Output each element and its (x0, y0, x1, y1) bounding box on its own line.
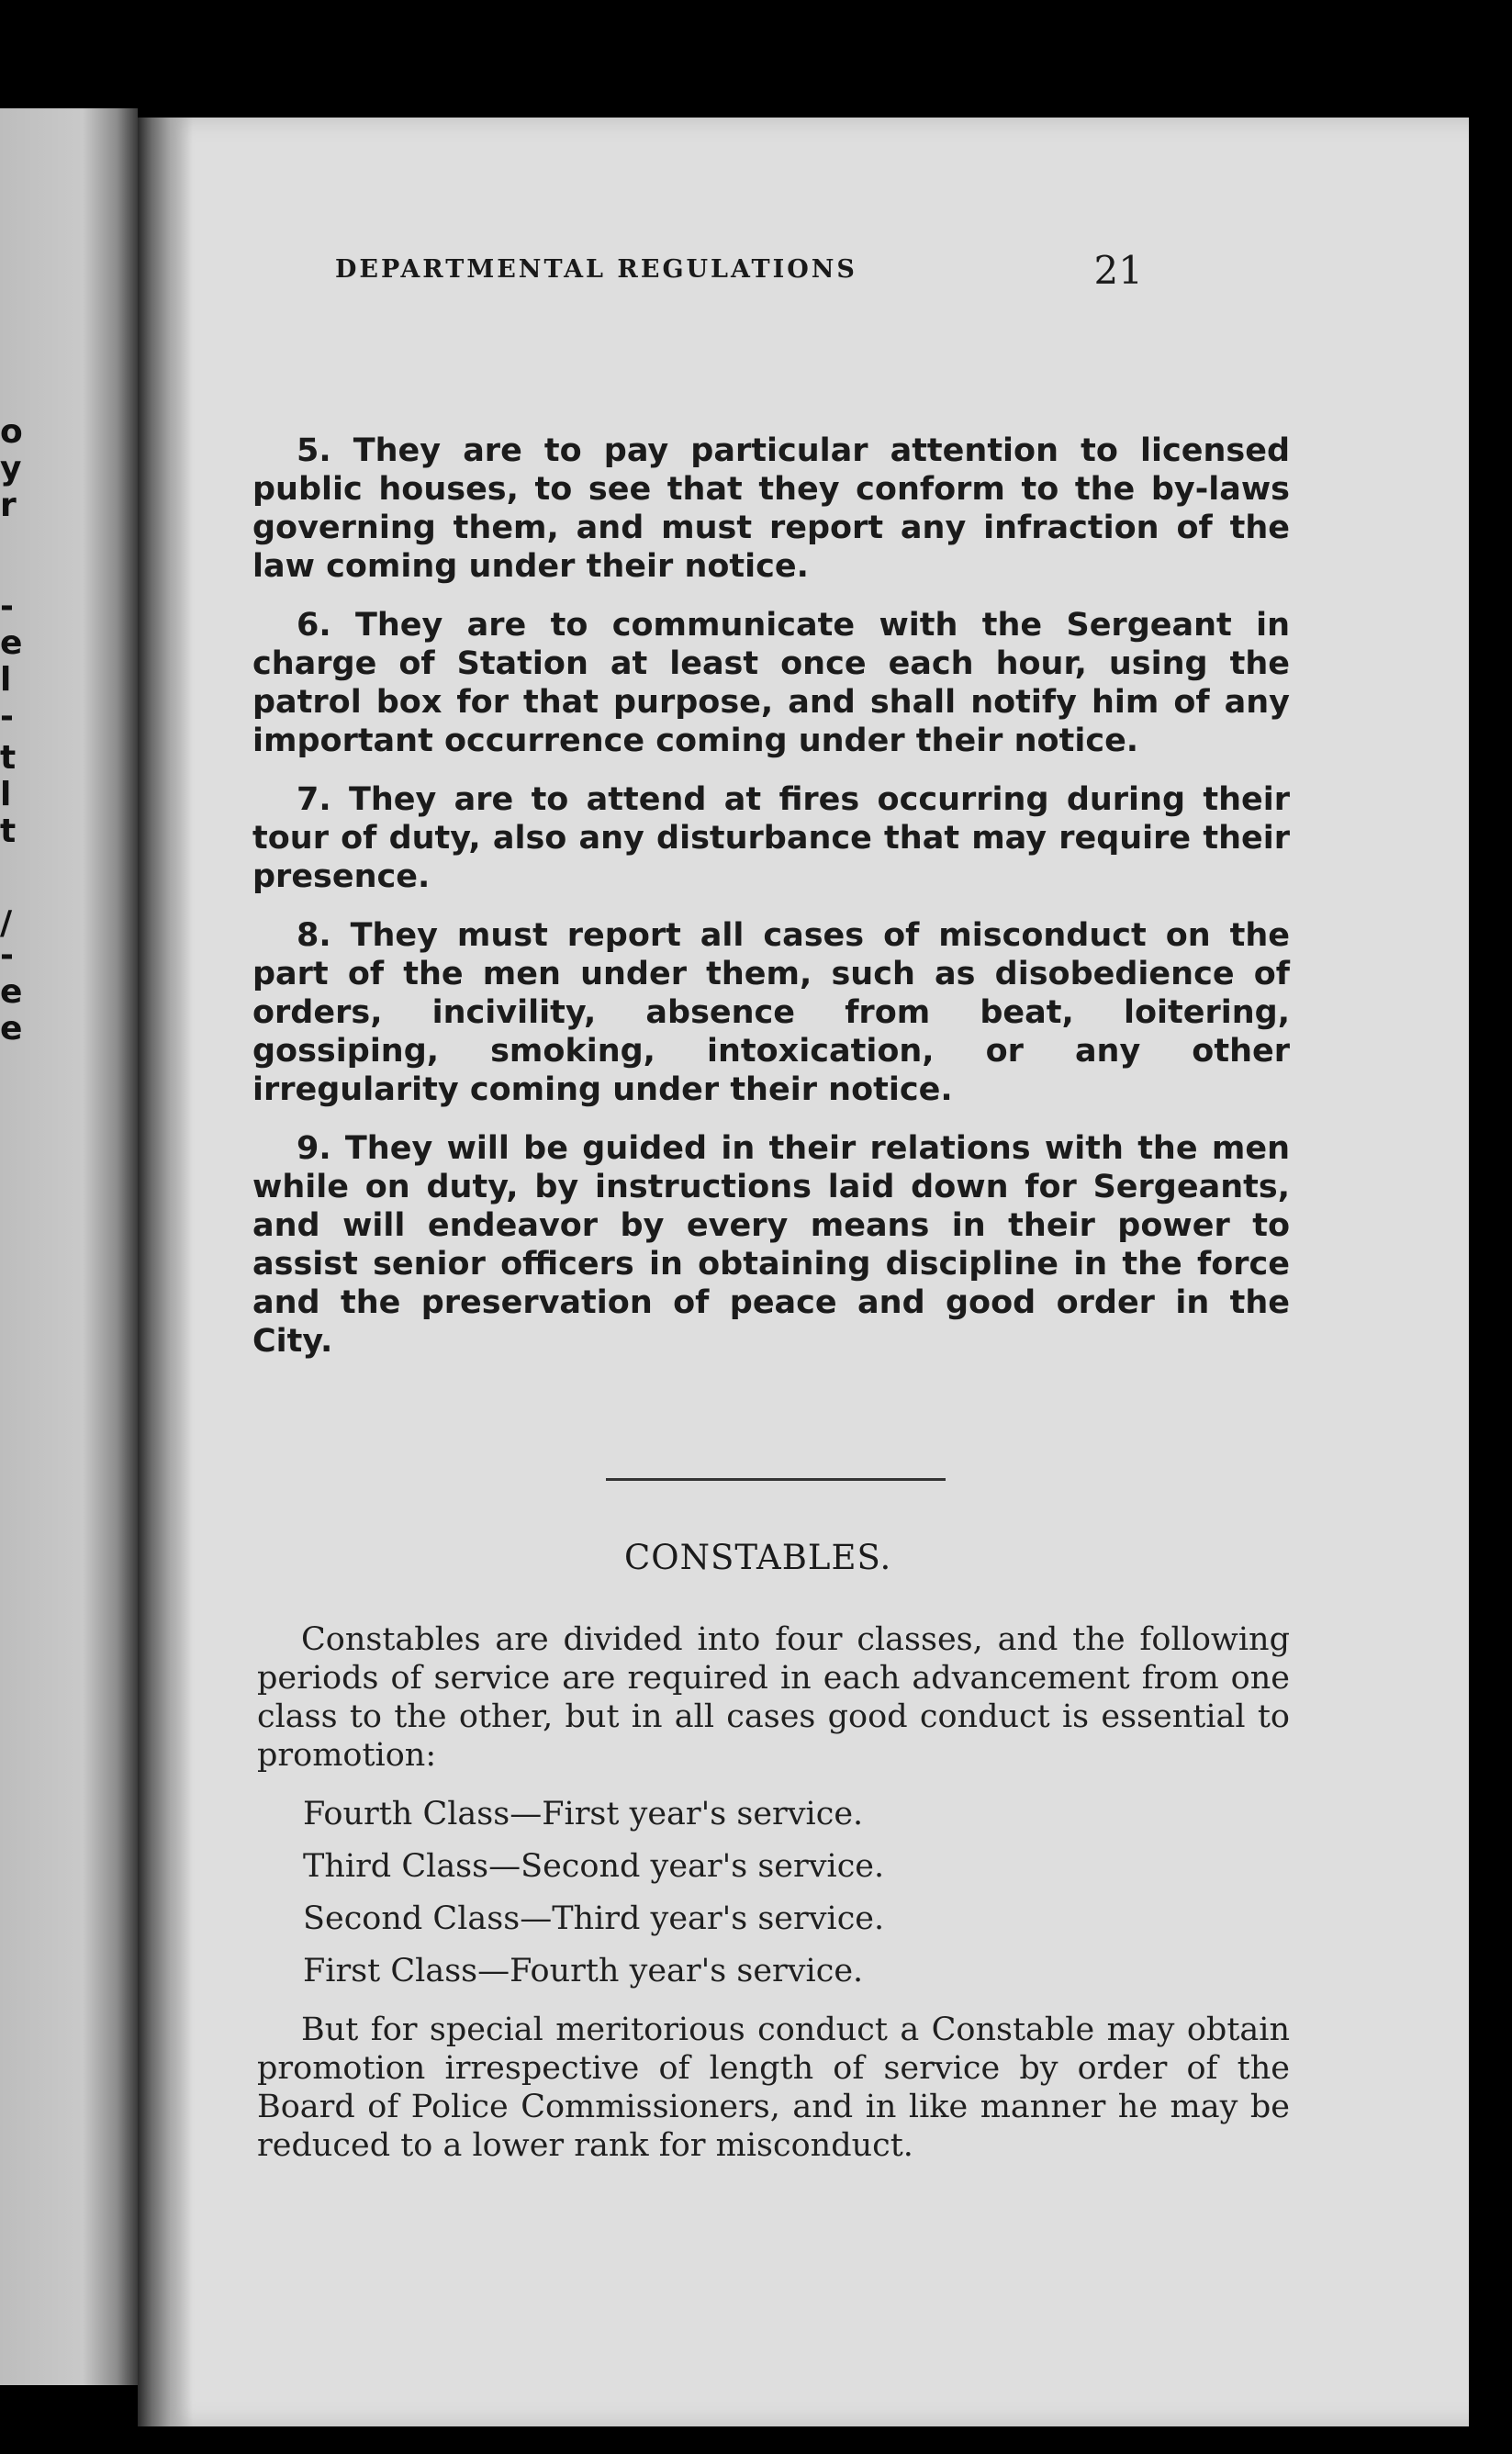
regulation-paragraph-9: 9. They will be guided in their relations with the men while on duty, by instructions laid down for Sergeants, and will endeavor by every means in their power to assist senior officers in obtaining discipline in the force and the preservation of peace and good order in the City. (252, 1130, 1290, 1360)
regulation-paragraph-7: 7. They are to attend at fires occurring during their tour of duty, also any disturbance that may require their presence. (252, 781, 1290, 895)
facing-page-fragment: - (0, 698, 14, 735)
facing-page-fragment: l (0, 661, 12, 699)
facing-page-fragment: - (0, 936, 14, 974)
running-header (335, 248, 1143, 294)
facing-page-fragment: o (0, 413, 23, 451)
page-gutter-shadow (138, 118, 193, 2426)
constables-intro: Constables are divided into four classes, and the following periods of service are required in each advancement from one class to the other, but in all cases good conduct is essential to promotion: (257, 1621, 1290, 1774)
class-item: First Class—Fourth year's service. (303, 1953, 864, 1989)
section-heading: CONSTABLES. (624, 1538, 892, 1577)
regulations-list (252, 431, 1290, 1381)
regulation-paragraph-5: 5. They are to pay particular attention to licensed public houses, to see that they conform to the by-laws governing them, and must report any infraction of the law coming under their notice. (252, 432, 1290, 585)
facing-page-fragment: t (0, 739, 17, 777)
facing-page-fragment: r (0, 487, 17, 524)
facing-page-fragment: y (0, 450, 22, 487)
constables-closing: But for special meritorious conduct a Constable may obtain promotion irrespective of length of service by order of the Board of Police Commissioners, and in like manner he may be reduced to a lower rank for misconduct. (257, 2011, 1290, 2164)
facing-page-fragment: / (0, 904, 13, 942)
regulation-paragraph-6: 6. They are to communicate with the Sergeant in charge of Station at least once each hour, using the patrol box for that purpose, and shall notify him of any important occurrence coming under their notice. (252, 607, 1290, 759)
page-number: 21 (1093, 248, 1143, 293)
facing-page-fragment: e (0, 624, 23, 662)
running-title: DEPARTMENTAL REGULATIONS (335, 255, 857, 284)
facing-page-fragment: t (0, 812, 17, 850)
facing-page-fragment: e (0, 1010, 23, 1048)
facing-page-fragment: e (0, 973, 23, 1011)
section-divider (606, 1478, 946, 1481)
facing-page-fragment: - (0, 588, 14, 625)
facing-page-fragment: l (0, 776, 12, 813)
class-item: Second Class—Third year's service. (303, 1900, 885, 1937)
class-item: Third Class—Second year's service. (303, 1848, 885, 1885)
class-item: Fourth Class—First year's service. (303, 1796, 864, 1832)
regulation-paragraph-8: 8. They must report all cases of misconduct on the part of the men under them, such as disobedience of orders, incivility, absence from beat, loitering, gossiping, smoking, intoxication, or any other irregularity coming under their notice. (252, 917, 1290, 1108)
facing-page-edge (0, 108, 138, 2385)
